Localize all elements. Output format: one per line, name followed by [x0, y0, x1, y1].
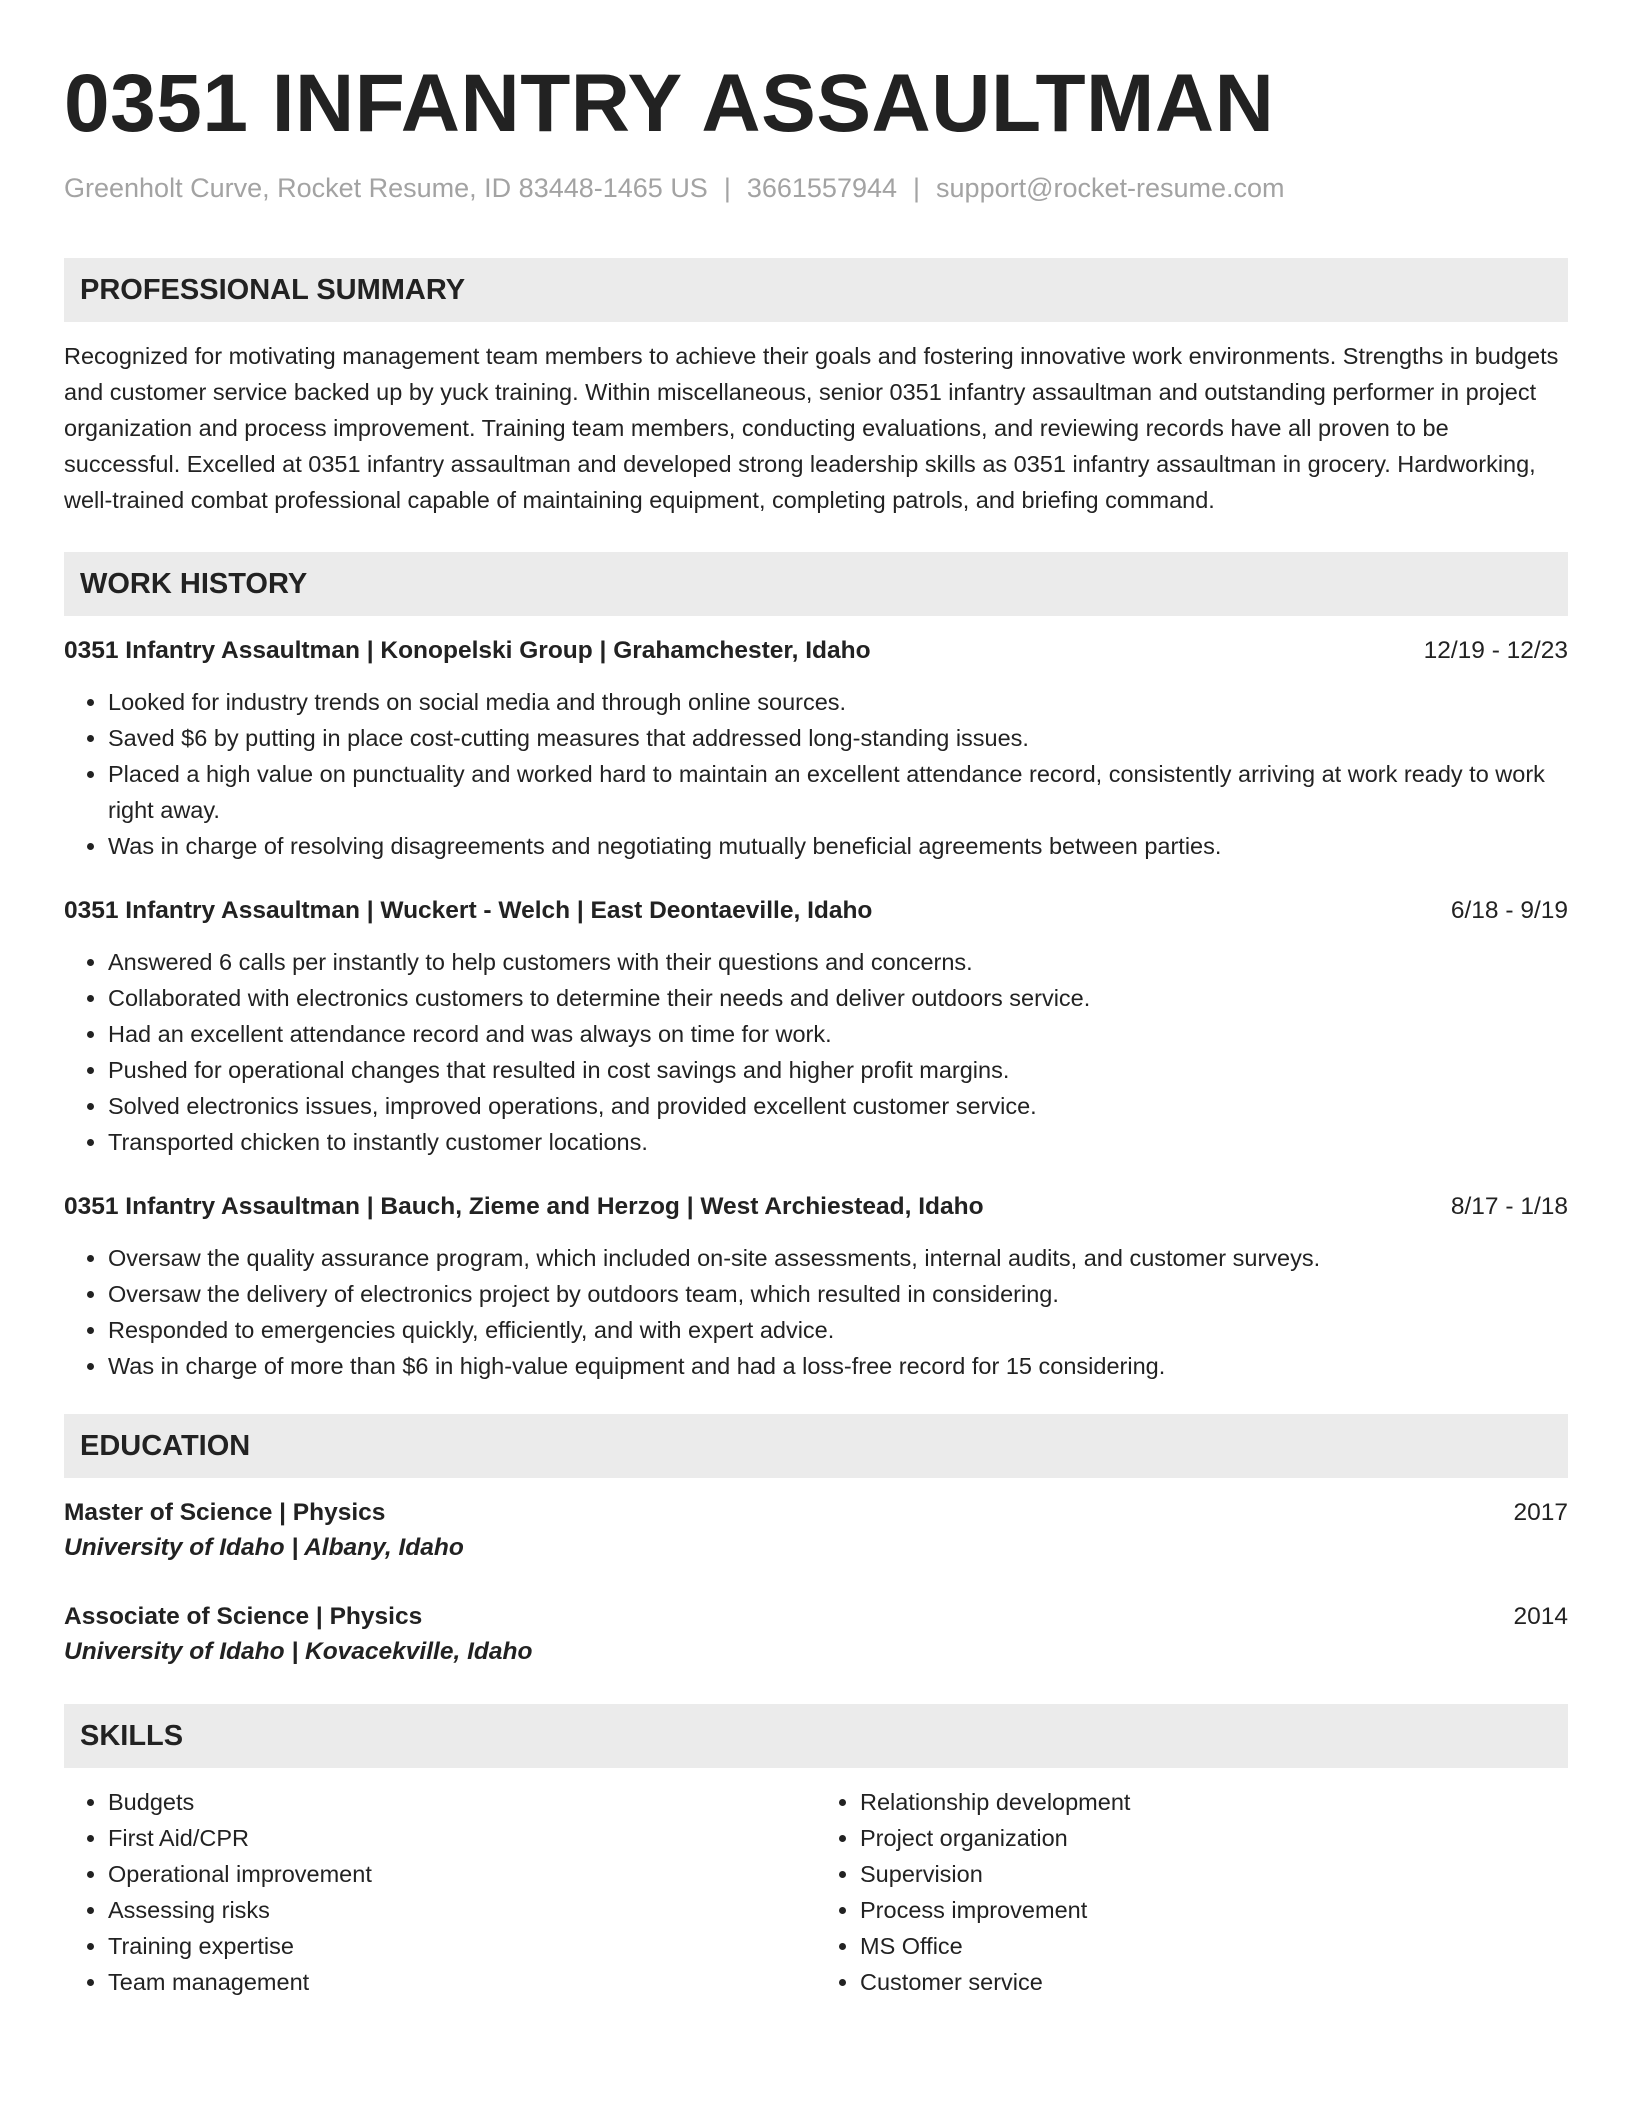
skill-item: • Operational improvement — [108, 1856, 816, 1892]
job-bullet: • Oversaw the quality assurance program, which included on-site assessments, internal audits, and customer surveys. — [108, 1240, 1568, 1276]
skill-item: • Process improvement — [860, 1892, 1568, 1928]
contact-email: support@rocket-resume.com — [936, 173, 1285, 203]
job-entry — [64, 1190, 1568, 1384]
skills-heading: SKILLS — [64, 1704, 1568, 1768]
skill-item: • Team management — [108, 1964, 816, 2000]
skills-grid — [64, 1784, 1568, 2000]
job-header — [64, 1190, 1568, 1224]
degree: Associate of Science | Physics — [64, 1603, 423, 1630]
job-title: 0351 Infantry Assaultman | Bauch, Zieme and Herzog | West Archiestead, Idaho — [64, 1193, 984, 1220]
job-bullets — [64, 1240, 1568, 1384]
skills-column-left — [64, 1784, 816, 2000]
education-header — [64, 1496, 1568, 1530]
skill-item: • Project organization — [860, 1820, 1568, 1856]
job-dates: 8/17 - 1/18 — [1450, 1193, 1568, 1220]
job-bullet: • Transported chicken to instantly customer locations. — [108, 1124, 1568, 1160]
job-dates: 6/18 - 9/19 — [1450, 897, 1568, 924]
skill-item: • First Aid/CPR — [108, 1820, 816, 1856]
skills-column-right — [816, 1784, 1568, 2000]
degree: Master of Science | Physics — [64, 1499, 386, 1526]
summary-heading: PROFESSIONAL SUMMARY — [64, 258, 1568, 322]
job-bullet: • Solved electronics issues, improved operations, and provided excellent customer service. — [108, 1088, 1568, 1124]
summary-text: Recognized for motivating management team members to achieve their goals and fostering innovative work environments. Strengths in budgets and customer service backed up by yuck training. Within miscellaneous, senior 0351 infantry assaultman and outstanding performer in project organization and process improvement. Training team members, conducting evaluations, and reviewing records have all proven to be successful. Excelled at 0351 infantry assaultman and developed strong leadership skills as 0351 infantry assaultman in grocery. Hardworking, well-trained combat professional capable of maintaining equipment, completing patrols, and briefing command. — [64, 343, 1559, 513]
contact-address: Greenholt Curve, Rocket Resume, ID 83448-1465 US — [64, 173, 708, 203]
education-header — [64, 1600, 1568, 1634]
school: University of Idaho | Albany, Idaho — [64, 1534, 464, 1561]
job-bullet: • Oversaw the delivery of electronics project by outdoors team, which resulted in considering. — [108, 1276, 1568, 1312]
skill-item: • MS Office — [860, 1928, 1568, 1964]
graduation-year: 2017 — [1513, 1499, 1568, 1526]
skill-item: • Budgets — [108, 1784, 816, 1820]
contact-phone: 3661557944 — [746, 173, 898, 203]
job-bullets — [64, 684, 1568, 864]
job-bullet: • Looked for industry trends on social media and through online sources. — [108, 684, 1568, 720]
school: University of Idaho | Kovacekville, Idaho — [64, 1638, 533, 1665]
job-entry — [64, 634, 1568, 864]
contact-separator: | — [913, 173, 921, 203]
contact-separator: | — [723, 173, 731, 203]
job-bullet: • Pushed for operational changes that resulted in cost savings and higher profit margins. — [108, 1052, 1568, 1088]
graduation-year: 2014 — [1513, 1603, 1568, 1630]
skill-item: • Customer service — [860, 1964, 1568, 2000]
job-bullet: • Placed a high value on punctuality and worked hard to maintain an excellent attendance record, consistently arriving at work ready to work right away. — [108, 756, 1568, 828]
job-title: 0351 Infantry Assaultman | Wuckert - Welch | East Deontaeville, Idaho — [64, 897, 873, 924]
education-entry — [64, 1600, 1568, 1670]
job-bullet: • Had an excellent attendance record and was always on time for work. — [108, 1016, 1568, 1052]
job-header — [64, 634, 1568, 668]
skill-item: • Relationship development — [860, 1784, 1568, 1820]
skill-item: • Supervision — [860, 1856, 1568, 1892]
skill-item: • Assessing risks — [108, 1892, 816, 1928]
job-bullet: • Saved $6 by putting in place cost-cutting measures that addressed long-standing issues. — [108, 720, 1568, 756]
skill-item: • Training expertise — [108, 1928, 816, 1964]
job-bullet: • Answered 6 calls per instantly to help customers with their questions and concerns. — [108, 944, 1568, 980]
job-title: 0351 Infantry Assaultman | Konopelski Group | Grahamchester, Idaho — [64, 637, 871, 664]
job-bullet: • Responded to emergencies quickly, efficiently, and with expert advice. — [108, 1312, 1568, 1348]
job-bullet: • Collaborated with electronics customers to determine their needs and deliver outdoors service. — [108, 980, 1568, 1016]
job-entry — [64, 894, 1568, 1160]
education-entry — [64, 1496, 1568, 1566]
job-bullets — [64, 944, 1568, 1160]
education-heading: EDUCATION — [64, 1414, 1568, 1478]
work-history-heading: WORK HISTORY — [64, 552, 1568, 616]
contact-line — [64, 170, 1568, 206]
job-header — [64, 894, 1568, 928]
job-bullet: • Was in charge of resolving disagreements and negotiating mutually beneficial agreements between parties. — [108, 828, 1568, 864]
job-bullet: • Was in charge of more than $6 in high-value equipment and had a loss-free record for 15 considering. — [108, 1348, 1568, 1384]
job-dates: 12/19 - 12/23 — [1423, 637, 1568, 664]
candidate-name: 0351 INFANTRY ASSAULTMAN — [64, 58, 1275, 149]
